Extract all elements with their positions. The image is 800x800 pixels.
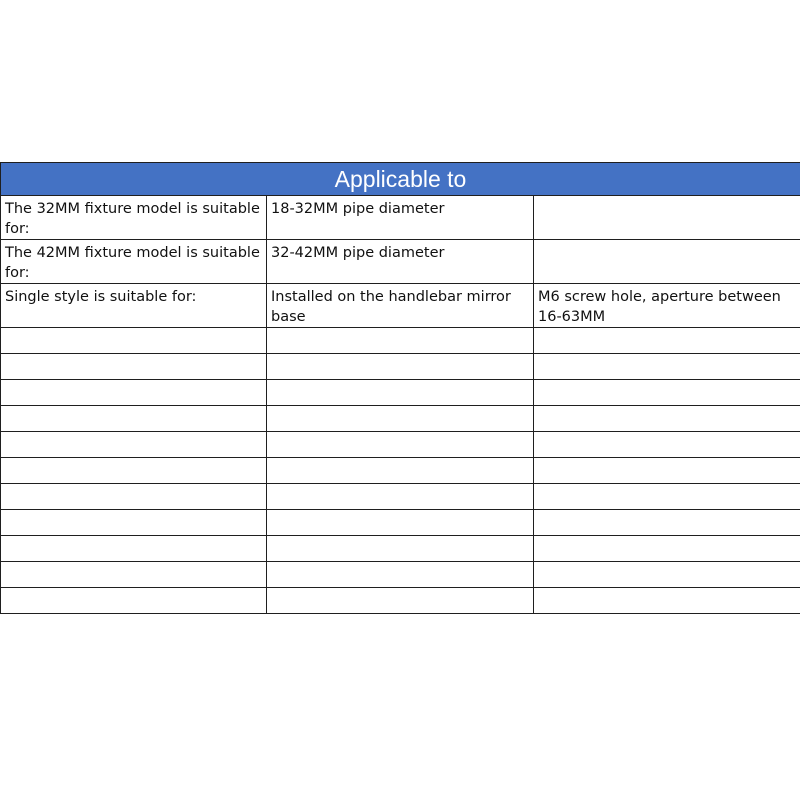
table-cell: The 42MM fixture model is suitable for: — [1, 240, 267, 284]
empty-cell — [534, 458, 800, 484]
empty-table-row — [1, 328, 800, 354]
table-cell: M6 screw hole, aperture between 16-63MM — [534, 284, 800, 328]
empty-cell — [1, 562, 267, 588]
empty-cell — [534, 328, 800, 354]
empty-cell — [267, 484, 534, 510]
empty-cell — [1, 380, 267, 406]
empty-cell — [1, 458, 267, 484]
empty-cell — [534, 562, 800, 588]
empty-table-row — [1, 588, 800, 614]
table-cell: Installed on the handlebar mirror base — [267, 284, 534, 328]
empty-table-row — [1, 484, 800, 510]
empty-cell — [1, 406, 267, 432]
table-cell: The 32MM fixture model is suitable for: — [1, 196, 267, 240]
empty-table-row — [1, 536, 800, 562]
empty-cell — [267, 536, 534, 562]
empty-cell — [1, 484, 267, 510]
table-cell — [534, 240, 800, 284]
empty-cell — [1, 328, 267, 354]
table-row — [1, 196, 800, 240]
empty-cell — [1, 588, 267, 614]
empty-cell — [534, 484, 800, 510]
table-row — [1, 284, 800, 328]
empty-cell — [267, 380, 534, 406]
empty-cell — [267, 328, 534, 354]
table-cell — [534, 196, 800, 240]
empty-cell — [267, 354, 534, 380]
empty-table-row — [1, 458, 800, 484]
table-cell: 32-42MM pipe diameter — [267, 240, 534, 284]
applicability-table — [0, 162, 800, 614]
empty-cell — [534, 536, 800, 562]
empty-cell — [267, 588, 534, 614]
table-cell: Single style is suitable for: — [1, 284, 267, 328]
empty-table-row — [1, 380, 800, 406]
empty-cell — [534, 406, 800, 432]
empty-table-row — [1, 510, 800, 536]
empty-cell — [1, 432, 267, 458]
empty-cell — [267, 406, 534, 432]
empty-cell — [267, 562, 534, 588]
empty-cell — [267, 510, 534, 536]
table-title: Applicable to — [1, 163, 800, 196]
empty-table-row — [1, 562, 800, 588]
table-cell: 18-32MM pipe diameter — [267, 196, 534, 240]
empty-table-row — [1, 432, 800, 458]
empty-cell — [534, 354, 800, 380]
spec-table-container — [0, 162, 800, 614]
empty-cell — [267, 458, 534, 484]
empty-table-row — [1, 354, 800, 380]
empty-cell — [1, 354, 267, 380]
table-row — [1, 240, 800, 284]
empty-cell — [1, 536, 267, 562]
empty-cell — [1, 510, 267, 536]
empty-cell — [534, 432, 800, 458]
table-header-row — [1, 163, 800, 196]
empty-cell — [534, 588, 800, 614]
empty-table-row — [1, 406, 800, 432]
empty-cell — [267, 432, 534, 458]
empty-cell — [534, 380, 800, 406]
empty-cell — [534, 510, 800, 536]
